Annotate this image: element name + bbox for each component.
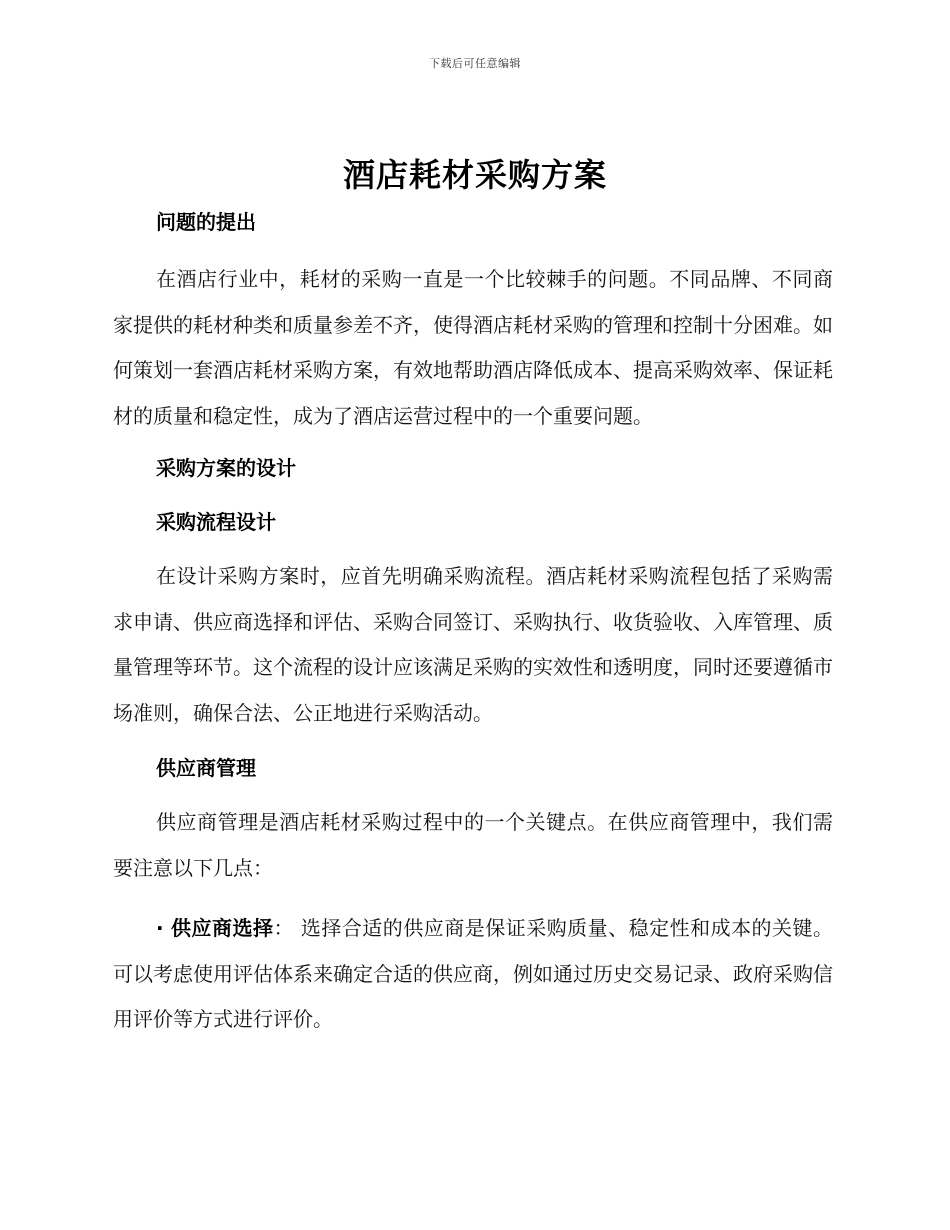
bullet-text: 选择合适的供应商是保证采购质量、稳定性和成本的关键。可以考虑使用评估体系来确定合适的供应商，例如通过历史交易记录、政府采购信用评价等方式进行评价。 xyxy=(113,916,834,1031)
section-heading-supplier: 供应商管理 xyxy=(156,756,256,780)
bullet-label: · 供应商选择 xyxy=(156,916,274,940)
paragraph-process: 在设计采购方案时，应首先明确采购流程。酒店耗材采购流程包括了采购需求申请、供应商选择和评估、采购合同签订、采购执行、收货验收、入库管理、质量管理等环节。这个流程的设计应该满足采购的实效性和透明度，同时还要遵循市场准则，确保合法、公正地进行采购活动。 xyxy=(113,564,833,725)
paragraph-supplier: 供应商管理是酒店耗材采购过程中的一个关键点。在供应商管理中，我们需要注意以下几点： xyxy=(113,810,833,880)
section-heading-process: 采购流程设计 xyxy=(156,510,276,534)
bullet-item-supplier-selection xyxy=(113,906,833,1043)
page-header: 下载后可任意编辑 xyxy=(429,57,521,70)
section-heading-design: 采购方案的设计 xyxy=(156,456,296,480)
document-body xyxy=(113,205,833,1043)
document-title: 酒店耗材采购方案 xyxy=(342,156,607,194)
bullet-separator: ： xyxy=(273,916,294,940)
paragraph-problem: 在酒店行业中，耗材的采购一直是一个比较棘手的问题。不同品牌、不同商家提供的耗材种类和质量参差不齐，使得酒店耗材采购的管理和控制十分困难。如何策划一套酒店耗材采购方案，有效地帮助酒店降低成本、提高采购效率、保证耗材的质量和稳定性，成为了酒店运营过程中的一个重要问题。 xyxy=(113,267,833,428)
section-heading-problem: 问题的提出 xyxy=(156,210,256,234)
